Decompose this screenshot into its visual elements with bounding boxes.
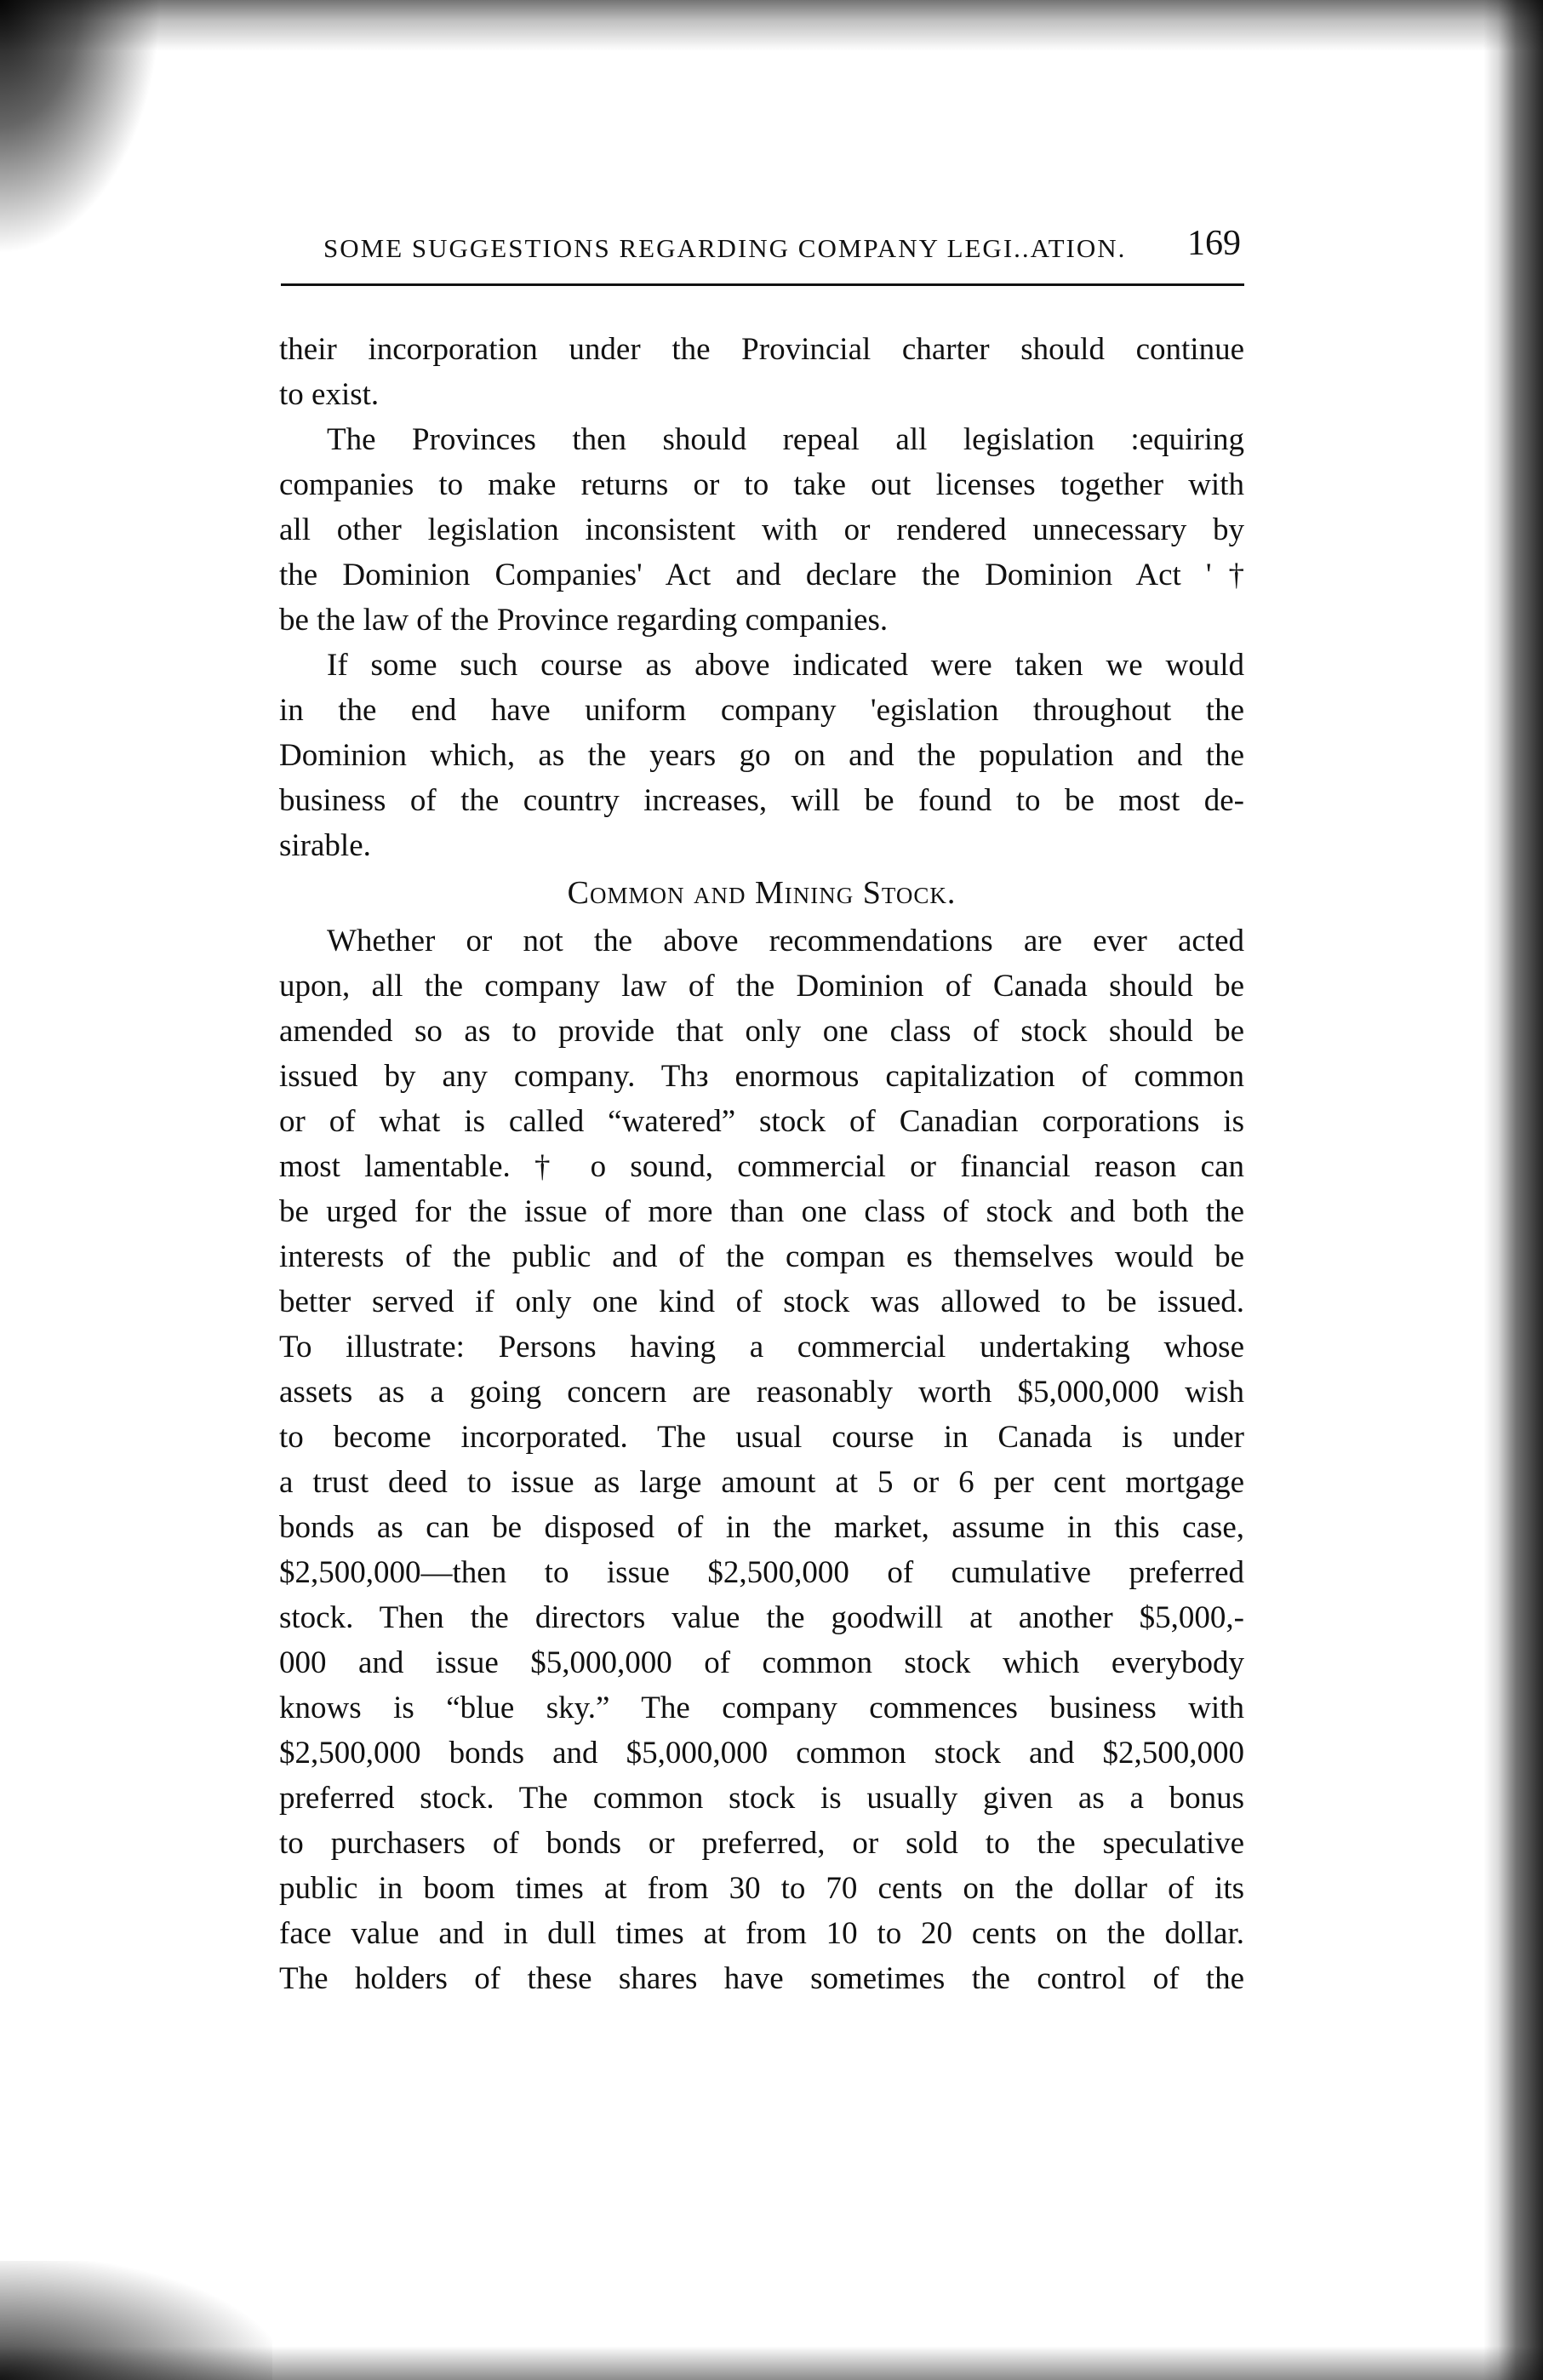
text-line: or of what is called “watered” stock of Canadian corporations is: [279, 1104, 1244, 1139]
text-line: Dominion which, as the years go on and the population and the: [279, 738, 1244, 773]
paragraph: [279, 417, 1244, 643]
paragraph: [279, 918, 1244, 2001]
running-head: [306, 223, 1241, 274]
text-line: all other legislation inconsistent with or rendered unnecessary by: [279, 512, 1244, 547]
text-line: be urged for the issue of more than one class of stock and both the: [279, 1194, 1244, 1229]
paragraph: [279, 643, 1244, 868]
text-line: to become incorporated. The usual course in Canada is under: [279, 1420, 1244, 1455]
running-head-title: SOME SUGGESTIONS REGARDING COMPANY LEGI..ATION.: [323, 233, 1127, 263]
text-line: amended so as to provide that only one class of stock should be: [279, 1014, 1244, 1049]
text-line: be the law of the Province regarding companies.: [279, 603, 889, 638]
text-line: $2,500,000—then to issue $2,500,000 of cumulative preferred: [279, 1555, 1244, 1590]
text-line: face value and in dull times at from 10 to 20 cents on the dollar.: [279, 1916, 1244, 1951]
scan-corner-shadow: [0, 0, 162, 255]
text-line: companies to make returns or to take out licenses together with: [279, 467, 1244, 502]
text-line: 000 and issue $5,000,000 of common stock which everybody: [279, 1645, 1244, 1680]
text-line: The Provinces then should repeal all legislation :equiring: [327, 422, 1244, 457]
scan-edge-bottom: [0, 2346, 1543, 2380]
text-line: interests of the public and of the compan es themselves would be: [279, 1239, 1244, 1274]
text-line: in the end have uniform company 'egislation throughout the: [279, 693, 1244, 728]
section-heading: Common and Mining Stock.: [567, 875, 957, 911]
text-line: Whether or not the above recommendations are ever acted: [327, 924, 1244, 958]
text-line: bonds as can be disposed of in the market, assume in this case,: [279, 1510, 1244, 1545]
text-line: assets as a going concern are reasonably worth $5,000,000 wish: [279, 1375, 1244, 1410]
text-line: sirable.: [279, 828, 371, 863]
text-line: public in boom times at from 30 to 70 cents on the dollar of its: [279, 1871, 1244, 1906]
text-line: their incorporation under the Provincial charter should continue: [279, 332, 1244, 367]
text-line: better served if only one kind of stock was allowed to be issued.: [279, 1284, 1244, 1319]
page-number: 169: [1187, 224, 1241, 263]
text-line: To illustrate: Persons having a commercial undertaking whose: [279, 1330, 1244, 1364]
text-line: most lamentable. † o sound, commercial or financial reason can: [279, 1149, 1244, 1184]
scan-edge-right: [1483, 0, 1543, 2380]
scan-edge-top: [0, 0, 1543, 51]
text-line: a trust deed to issue as large amount at 5 or 6 per cent mortgage: [279, 1465, 1244, 1500]
page-body: [279, 327, 1244, 2001]
paragraph: [279, 327, 1244, 417]
header-rule: [281, 283, 1244, 286]
text-line: The holders of these shares have sometimes the control of the: [279, 1961, 1244, 1996]
text-line: to exist.: [279, 377, 380, 412]
text-line: knows is “blue sky.” The company commences business with: [279, 1691, 1244, 1725]
text-line: to purchasers of bonds or preferred, or sold to the speculative: [279, 1826, 1244, 1861]
text-line: preferred stock. The common stock is usually given as a bonus: [279, 1781, 1244, 1816]
text-line: If some such course as above indicated were taken we would: [327, 648, 1244, 683]
text-line: business of the country increases, will be found to be most de-: [279, 783, 1244, 818]
text-line: stock. Then the directors value the goodwill at another $5,000,-: [279, 1600, 1244, 1635]
text-line: upon, all the company law of the Dominion of Canada should be: [279, 969, 1244, 1004]
text-line: the Dominion Companies' Act and declare the Dominion Act '†: [279, 558, 1244, 592]
text-line: issued by any company. Thз enormous capitalization of common: [279, 1059, 1244, 1094]
text-line: $2,500,000 bonds and $5,000,000 common stock and $2,500,000: [279, 1736, 1244, 1771]
